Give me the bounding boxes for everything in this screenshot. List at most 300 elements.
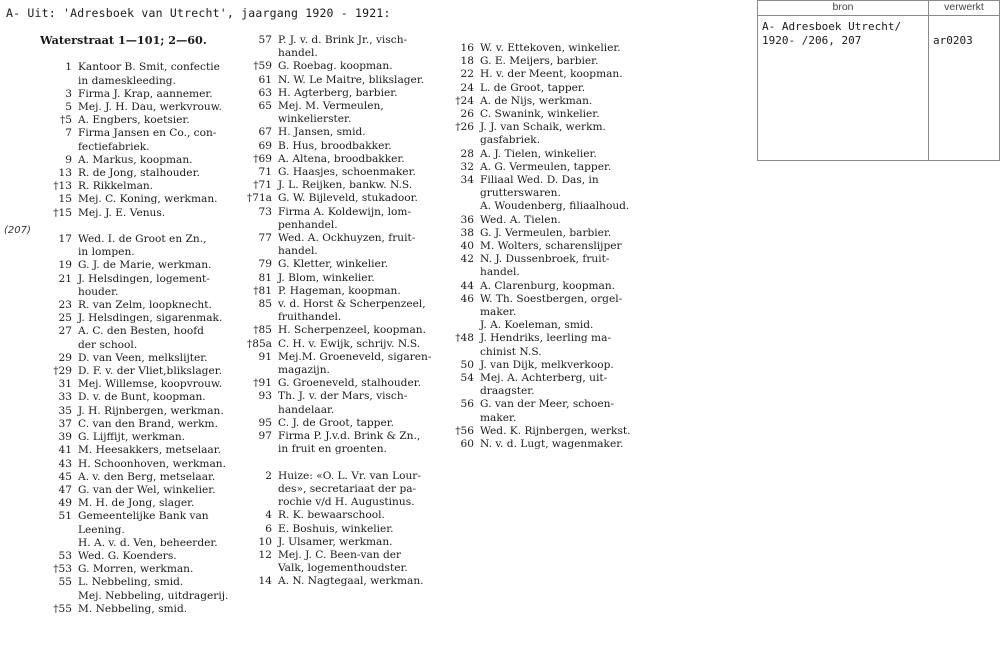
resident-text: A. Clarenburg, koopman. (480, 279, 616, 292)
address-entry (40, 563, 250, 576)
house-number: 32 (460, 160, 474, 173)
reference-table-header (758, 1, 1000, 16)
address-entry (240, 219, 445, 232)
resident-text: handel. (278, 47, 318, 60)
resident-text: A. v. den Berg, metselaar. (78, 470, 216, 483)
address-entry (40, 101, 250, 114)
resident-text: M. Heesakkers, metselaar. (78, 444, 222, 457)
address-entry (440, 280, 640, 293)
resident-text: Wed. A. Ockhuyzen, fruit- (278, 232, 416, 245)
address-entry (440, 293, 640, 306)
resident-text: R. de Jong, stalhouder. (78, 167, 200, 180)
house-number: 13 (58, 167, 72, 180)
address-entry (440, 82, 640, 95)
resident-text: R. Rikkelman. (78, 180, 154, 193)
address-entry (40, 75, 250, 88)
house-number: 49 (58, 497, 72, 510)
resident-text: E. Boshuis, winkelier. (278, 522, 394, 535)
address-entry (40, 339, 250, 352)
house-number: 97 (258, 430, 272, 443)
house-number: 19 (58, 259, 72, 272)
house-number: 22 (460, 68, 474, 81)
house-number: 7 (65, 127, 72, 140)
house-number: †55 (53, 602, 72, 615)
column-3 (440, 42, 640, 451)
house-number: †59 (253, 60, 272, 73)
address-entry (240, 166, 445, 179)
resident-text: G. van der Wel, winkelier. (78, 483, 216, 496)
address-entry (240, 351, 445, 364)
address-entry (440, 187, 640, 200)
resident-text: G. van der Meer, schoen- (480, 398, 615, 411)
house-number: †71 (253, 179, 272, 192)
house-number: 18 (460, 55, 474, 68)
address-entry (240, 74, 445, 87)
resident-text: A. J. Tielen, winkelier. (480, 147, 597, 160)
resident-text: G. Lijffijt, werkman. (78, 431, 186, 444)
resident-text: draagster. (480, 385, 535, 398)
resident-text: handel. (278, 245, 318, 258)
address-entry (440, 240, 640, 253)
house-number: 47 (58, 483, 72, 496)
resident-text: H. Agterberg, barbier. (278, 86, 398, 99)
address-entry (440, 108, 640, 121)
resident-text: Mej.M. Groeneveld, sigaren- (278, 350, 432, 363)
house-number: 60 (460, 438, 474, 451)
resident-text: Mej. C. Koning, werkman. (78, 193, 218, 206)
address-entry (440, 425, 640, 438)
address-entry (40, 537, 250, 550)
address-entry (440, 346, 640, 359)
house-number: †26 (455, 121, 474, 134)
resident-text: fectiefabriek. (78, 140, 150, 153)
house-number: 44 (460, 279, 474, 292)
resident-text: C. Swanink, winkelier. (480, 108, 600, 121)
house-number: †56 (455, 424, 474, 437)
address-entry (40, 154, 250, 167)
house-number: 1 (65, 61, 72, 74)
resident-text: A. de Nijs, werkman. (480, 94, 593, 107)
house-number: 28 (460, 147, 474, 160)
resident-text: Firma Jansen en Co., con- (78, 127, 217, 140)
address-entry (40, 273, 250, 286)
house-number: 23 (58, 299, 72, 312)
address-entry (240, 377, 445, 390)
resident-text: A. Markus, koopman. (78, 153, 193, 166)
resident-text: J. Helsdingen, sigarenmak. (78, 312, 223, 325)
house-number: 51 (58, 510, 72, 523)
address-entry (440, 306, 640, 319)
house-number: 46 (460, 292, 474, 305)
address-entry (440, 385, 640, 398)
address-entry (440, 438, 640, 451)
resident-text: N. W. Le Maitre, blikslager. (278, 73, 425, 86)
address-entry (440, 227, 640, 240)
resident-text: H. Jansen, smid. (278, 126, 366, 139)
address-entry (440, 42, 640, 55)
address-entry (40, 576, 250, 589)
address-entry (40, 34, 250, 48)
resident-text: G. Haasjes, schoenmaker. (278, 166, 416, 179)
house-number: 27 (58, 325, 72, 338)
resident-text: Wed. A. Tielen. (480, 213, 561, 226)
resident-text: penhandel. (278, 218, 338, 231)
resident-text: G. E. Meijers, barbier. (480, 55, 599, 68)
resident-text: J. H. Rijnbergen, werkman. (78, 404, 224, 417)
resident-text: W. Th. Soestbergen, orgel- (480, 292, 623, 305)
house-number: 43 (58, 457, 72, 470)
resident-text: Wed. I. de Groot en Zn., (78, 233, 207, 246)
resident-text: A. Altena, broodbakker. (278, 152, 405, 165)
address-entry (240, 404, 445, 417)
resident-text: R. van Zelm, loopknecht. (78, 299, 212, 312)
resident-text: Mej. J. C. Been-van der (278, 548, 402, 561)
house-number: 77 (258, 232, 272, 245)
resident-text: Wed. G. Koenders. (78, 549, 177, 562)
resident-text: Valk, logementhoudster. (278, 562, 408, 575)
resident-text: H. Schoonhoven, werkman. (78, 457, 226, 470)
header-verwerkt: verwerkt (929, 1, 1000, 16)
house-number: †53 (53, 563, 72, 576)
house-number: 85 (258, 298, 272, 311)
house-number: 39 (58, 431, 72, 444)
house-number: 29 (58, 351, 72, 364)
house-number: 95 (258, 416, 272, 429)
address-entry (40, 603, 250, 616)
house-number: 3 (65, 87, 72, 100)
address-entry (240, 245, 445, 258)
house-number: 12 (258, 548, 272, 561)
address-entry (40, 88, 250, 101)
resident-text: B. Hus, broodbakker. (278, 139, 392, 152)
resident-text: M. H. de Jong, slager. (78, 497, 195, 510)
address-entry (240, 457, 445, 470)
address-entry (440, 319, 640, 332)
resident-text: G. J. Vermeulen, barbier. (480, 226, 612, 239)
house-number: †13 (53, 180, 72, 193)
house-number: 50 (460, 358, 474, 371)
resident-text: J. L. Reijken, bankw. N.S. (278, 179, 413, 192)
resident-text: M. Nebbeling, smid. (78, 602, 188, 615)
resident-text: Mej. A. Achterberg, uit- (480, 372, 608, 385)
address-entry (40, 193, 250, 206)
resident-text: in dameskleeding. (78, 74, 176, 87)
resident-text: in lompen. (78, 246, 135, 259)
house-number: †71a (246, 192, 272, 205)
house-number: 9 (65, 153, 72, 166)
address-entry (440, 372, 640, 385)
house-number: 2 (265, 469, 272, 482)
house-number: 15 (58, 193, 72, 206)
house-number: 37 (58, 417, 72, 430)
resident-text: A. G. Vermeulen, tapper. (480, 160, 612, 173)
address-entry (240, 430, 445, 443)
address-entry (40, 167, 250, 180)
address-entry (40, 471, 250, 484)
house-number: †29 (53, 365, 72, 378)
house-number: 38 (460, 226, 474, 239)
house-number: †85a (246, 337, 272, 350)
house-number: 67 (258, 126, 272, 139)
house-number: 91 (258, 350, 272, 363)
house-number: 34 (460, 174, 474, 187)
address-entry (440, 332, 640, 345)
address-entry (240, 179, 445, 192)
resident-text: grutterswaren. (480, 187, 561, 200)
resident-text: P. Hageman, koopman. (278, 284, 401, 297)
resident-text: G. W. Bijleveld, stukadoor. (278, 192, 418, 205)
address-entry (440, 134, 640, 147)
house-number: 45 (58, 470, 72, 483)
address-entry (240, 192, 445, 205)
resident-text: gasfabriek. (480, 134, 541, 147)
resident-text: G. Morren, werkman. (78, 563, 194, 576)
house-number: †24 (455, 94, 474, 107)
address-entry (40, 207, 250, 220)
header-bron: bron (758, 1, 929, 16)
address-entry (40, 431, 250, 444)
address-entry (240, 60, 445, 73)
address-entry (40, 114, 250, 127)
house-number: 42 (460, 253, 474, 266)
address-entry (40, 61, 250, 74)
address-entry (440, 148, 640, 161)
address-entry (40, 524, 250, 537)
house-number: 53 (58, 549, 72, 562)
house-number: 65 (258, 100, 272, 113)
resident-text: C. J. de Groot, tapper. (278, 416, 394, 429)
address-entry (40, 286, 250, 299)
house-number: 69 (258, 139, 272, 152)
address-entry (240, 536, 445, 549)
resident-text: D. F. v. der Vliet,blikslager. (78, 365, 222, 378)
column-1 (40, 34, 250, 616)
address-entry (40, 312, 250, 325)
resident-text: D. v. de Bunt, koopman. (78, 391, 206, 404)
address-entry (40, 418, 250, 431)
house-number: 33 (58, 391, 72, 404)
address-entry (240, 523, 445, 536)
address-entry (240, 100, 445, 113)
address-entry (440, 214, 640, 227)
resident-text: W. v. Ettekoven, winkelier. (480, 42, 621, 54)
address-entry (440, 68, 640, 81)
address-entry (40, 325, 250, 338)
resident-text: J. J. van Schaik, werkm. (480, 121, 606, 134)
house-number: 54 (460, 372, 474, 385)
resident-text: des», secretariaat der pa- (278, 482, 417, 495)
house-number: 14 (258, 575, 272, 588)
resident-text: der school. (78, 338, 138, 351)
address-entry (40, 590, 250, 603)
resident-text: G. Roebag. koopman. (278, 60, 393, 73)
resident-text: Firma P. J.v.d. Brink & Zn., (278, 430, 421, 443)
address-entry (40, 484, 250, 497)
house-number: 81 (258, 271, 272, 284)
address-entry (240, 153, 445, 166)
address-entry (40, 141, 250, 154)
address-entry (40, 220, 250, 233)
street-title: Waterstraat 1—101; 2—60. (40, 33, 207, 47)
address-entry (440, 359, 640, 372)
resident-text: H. Scherpenzeel, koopman. (278, 324, 426, 337)
house-number: 56 (460, 398, 474, 411)
resident-text: Kantoor B. Smit, confectie (78, 61, 220, 74)
resident-text: C. H. v. Ewijk, schrijv. N.S. (278, 337, 421, 350)
address-entry (40, 391, 250, 404)
resident-text: A. N. Nagtegaal, werkman. (278, 575, 424, 588)
address-entry (240, 311, 445, 324)
house-number: 71 (258, 166, 272, 179)
resident-text: H. v. der Meent, koopman. (480, 68, 623, 81)
resident-text: houder. (78, 285, 119, 298)
address-entry (440, 412, 640, 425)
resident-text: handel. (480, 266, 520, 279)
resident-text: chinist N.S. (480, 345, 542, 358)
resident-text: Filiaal Wed. D. Das, in (480, 174, 599, 187)
resident-text: D. van Veen, melkslijter. (78, 351, 208, 364)
resident-text: L. Nebbeling, smid. (78, 576, 184, 589)
resident-text: Th. J. v. der Mars, visch- (278, 390, 408, 403)
resident-text: H. A. v. d. Ven, beheerder. (78, 536, 218, 549)
address-entry (440, 55, 640, 68)
resident-text: Leening. (78, 523, 125, 536)
margin-page-note: (207) (4, 225, 31, 236)
resident-text: N. v. d. Lugt, wagenmaker. (480, 438, 624, 451)
address-entry (240, 443, 445, 456)
address-entry (240, 87, 445, 100)
resident-text: A. C. den Besten, hoofd (78, 325, 204, 338)
resident-text: fruithandel. (278, 311, 342, 324)
address-entry (40, 510, 250, 523)
house-number: 79 (258, 258, 272, 271)
resident-text: A. Engbers, koetsier. (78, 114, 190, 127)
resident-text: maker. (480, 411, 517, 424)
address-entry (40, 48, 250, 61)
address-entry (240, 549, 445, 562)
address-entry (240, 232, 445, 245)
reference-table-row (758, 16, 1000, 161)
house-number: 10 (258, 535, 272, 548)
house-number: †15 (53, 206, 72, 219)
house-number: 16 (460, 42, 474, 54)
address-entry (40, 497, 250, 510)
address-entry (440, 398, 640, 411)
address-entry (40, 127, 250, 140)
address-entry (440, 200, 640, 213)
house-number: 4 (265, 509, 272, 522)
house-number: †48 (455, 332, 474, 345)
house-number: 73 (258, 205, 272, 218)
resident-text: maker. (480, 306, 517, 319)
house-number: 17 (58, 233, 72, 246)
resident-text: J. van Dijk, melkverkoop. (480, 358, 614, 371)
verwerkt-value: ar0203 (929, 16, 1000, 161)
house-number: 5 (65, 101, 72, 114)
address-entry (240, 483, 445, 496)
house-number: †81 (253, 284, 272, 297)
resident-text: J. A. Koeleman, smid. (480, 319, 594, 332)
house-number: 57 (258, 34, 272, 46)
resident-text: P. J. v. d. Brink Jr., visch- (278, 34, 408, 46)
address-entry (240, 575, 445, 588)
address-entry (40, 378, 250, 391)
resident-text: N. J. Dussenbroek, fruit- (480, 253, 610, 266)
resident-text: Mej. Nebbeling, uitdragerij. (78, 589, 229, 602)
resident-text: G. Kletter, winkelier. (278, 258, 389, 271)
house-number: 25 (58, 312, 72, 325)
address-entry (240, 364, 445, 377)
resident-text: Gemeentelijke Bank van (78, 510, 209, 523)
address-entry (240, 298, 445, 311)
house-number: 61 (258, 73, 272, 86)
address-entry (240, 509, 445, 522)
house-number: 21 (58, 272, 72, 285)
resident-text: v. d. Horst & Scherpenzeel, (278, 298, 426, 311)
resident-text: Firma A. Koldewijn, lom- (278, 205, 412, 218)
address-entry (240, 338, 445, 351)
house-number: 6 (265, 522, 272, 535)
resident-text: J. Helsdingen, logement- (78, 272, 210, 285)
address-entry (40, 444, 250, 457)
resident-text: Mej. M. Vermeulen, (278, 100, 384, 113)
house-number: 40 (460, 240, 474, 253)
resident-text: handelaar. (278, 403, 335, 416)
address-entry (240, 206, 445, 219)
address-entry (240, 258, 445, 271)
resident-text: J. Blom, winkelier. (278, 271, 375, 284)
resident-text: Huize: «O. L. Vr. van Lour- (278, 469, 421, 482)
address-entry (40, 299, 250, 312)
resident-text: rochie v/d H. Augustinus. (278, 496, 415, 509)
house-number: †5 (59, 114, 72, 127)
address-entry (40, 458, 250, 471)
address-entry (240, 113, 445, 126)
house-number: †69 (253, 152, 272, 165)
address-entry (40, 180, 250, 193)
reference-table (757, 0, 1000, 161)
house-number: †85 (253, 324, 272, 337)
address-entry (440, 161, 640, 174)
address-entry (240, 285, 445, 298)
resident-text: R. K. bewaarschool. (278, 509, 385, 522)
address-entry (440, 253, 640, 266)
house-number: 36 (460, 213, 474, 226)
resident-text: A. Woudenberg, filiaalhoud. (480, 200, 630, 213)
resident-text: magazijn. (278, 364, 330, 377)
bron-value: A- Adresboek Utrecht/ 1920- /206, 207 (758, 16, 929, 161)
document-header: A- Uit: 'Adresboek van Utrecht', jaargang 1920 - 1921: (6, 6, 391, 20)
resident-text: J. Ulsamer, werkman. (278, 535, 393, 548)
address-entry (240, 126, 445, 139)
resident-text: M. Wolters, scharenslijper (480, 240, 622, 253)
resident-text: in fruit en groenten. (278, 443, 387, 456)
address-entry (440, 121, 640, 134)
house-number: †91 (253, 377, 272, 390)
address-entry (440, 95, 640, 108)
address-entry (240, 496, 445, 509)
resident-text: L. de Groot, tapper. (480, 81, 586, 94)
resident-text: winkelierster. (278, 113, 352, 126)
resident-text: Mej. J. H. Dau, werkvrouw. (78, 101, 222, 114)
address-entry (40, 405, 250, 418)
address-entry (240, 417, 445, 430)
resident-text: Mej. J. E. Venus. (78, 206, 166, 219)
address-entry (240, 272, 445, 285)
address-entry (240, 34, 445, 47)
address-entry (240, 324, 445, 337)
resident-text: Firma J. Krap, aannemer. (78, 87, 213, 100)
